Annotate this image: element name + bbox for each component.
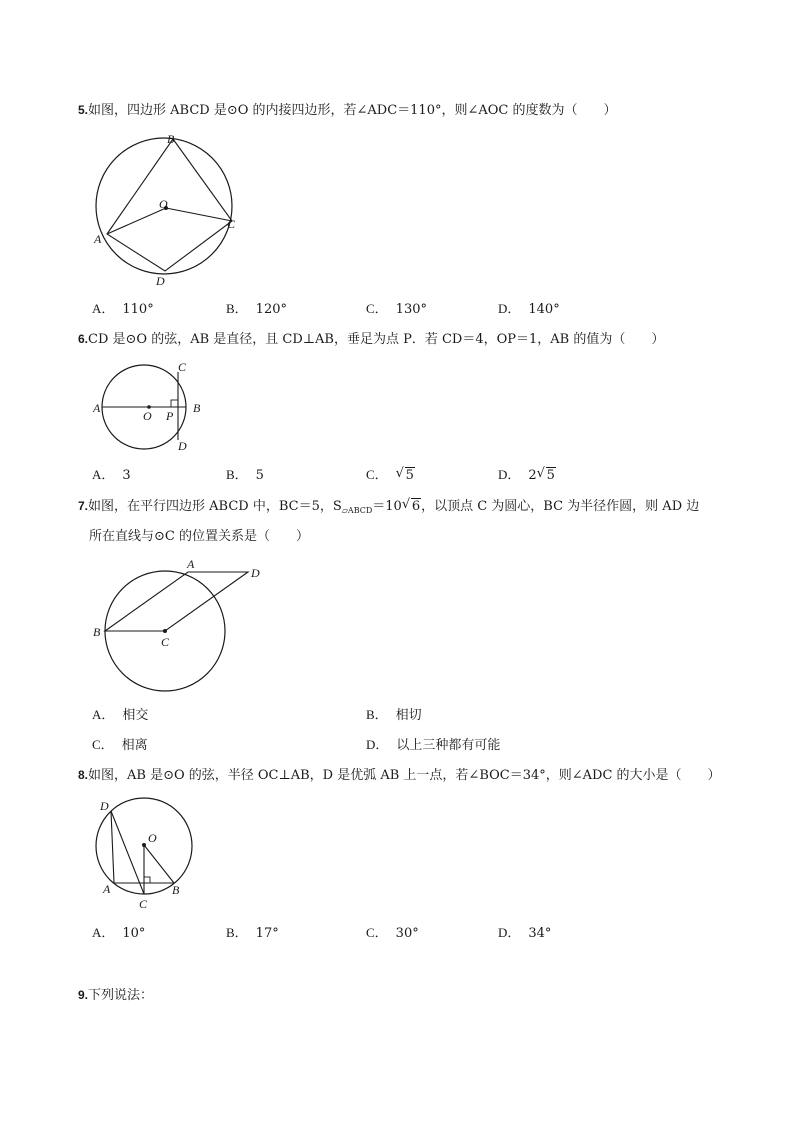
label-c: C <box>178 360 187 374</box>
question-6-figure <box>92 358 212 458</box>
sqrt-symbol: √ 6 <box>401 497 421 514</box>
center-point-o <box>142 843 146 847</box>
q5-option-c[interactable]: C． 130° <box>366 301 427 317</box>
q5-option-d[interactable]: D． 140° <box>498 301 560 317</box>
label-c: C <box>227 217 236 231</box>
q7-option-a[interactable]: A． 相交 <box>92 707 149 723</box>
q5-option-b[interactable]: B． 120° <box>226 301 287 317</box>
q7-option-c[interactable]: C． 相离 <box>92 737 148 753</box>
label-p: P <box>166 409 174 423</box>
question-9-stem: 9.下列说法： <box>78 988 154 1003</box>
label-b: B <box>93 625 101 639</box>
label-d: D <box>178 439 187 453</box>
parallelogram-abcd <box>105 572 248 631</box>
label-b: B <box>193 401 201 415</box>
q7-option-d[interactable]: D． 以上三种都有可能 <box>366 737 501 753</box>
question-7-figure <box>92 556 282 696</box>
q8-option-a[interactable]: A． 10° <box>92 925 146 941</box>
segment-oc <box>166 208 232 221</box>
label-a: A <box>93 401 101 415</box>
q6-option-c[interactable]: C． √ 5 <box>366 466 414 483</box>
label-b: B <box>167 132 175 146</box>
label-c: C <box>139 897 148 911</box>
segment-da <box>111 811 114 883</box>
question-6-stem: 6.CD 是⊙O 的弦，AB 是直径，且 CD⊥AB，垂足为点 P．若 CD＝4，OP＝1，AB 的值为（ ） <box>78 332 665 347</box>
q6-option-d[interactable]: D． 2 √ 5 <box>498 466 555 483</box>
label-a: A <box>187 557 195 571</box>
label-o: O <box>143 409 152 423</box>
q7-option-b[interactable]: B． 相切 <box>366 707 422 723</box>
question-7-stem-line2: 所在直线与⊙C 的位置关系是（ ） <box>89 529 309 544</box>
question-5-stem: 5.如图，四边形 ABCD 是⊙O 的内接四边形，若∠ADC＝110°，则∠AOC 的度数为（ ） <box>78 103 617 118</box>
label-d: D <box>156 274 165 288</box>
label-o: O <box>148 831 157 845</box>
segment-dc <box>111 811 144 894</box>
q6-option-a[interactable]: A． 3 <box>92 467 131 483</box>
q8-option-c[interactable]: C． 30° <box>366 925 419 941</box>
question-7-stem: 7.如图，在平行四边形 ABCD 中，BC＝5，$S_{▱ABCD}=10$ √ 6，以顶点 C 为圆心，BC 为半径作圆，则 AD 边 <box>78 497 700 515</box>
label-a: A <box>103 882 111 896</box>
question-8-figure <box>92 794 202 914</box>
q8-option-d[interactable]: D． 34° <box>498 925 552 941</box>
label-c: C <box>161 635 170 649</box>
sqrt-symbol: √ 5 <box>536 466 555 483</box>
sqrt-symbol: √ 5 <box>395 466 414 483</box>
q6-option-b[interactable]: B． 5 <box>226 467 264 483</box>
right-angle-mark <box>171 400 178 407</box>
right-angle-mark <box>144 877 150 883</box>
label-a: A <box>94 232 102 246</box>
q5-option-a[interactable]: A． 110° <box>92 301 154 317</box>
label-d: D <box>251 566 260 580</box>
label-d: D <box>100 799 109 813</box>
question-5-figure <box>90 130 250 290</box>
label-o: O <box>159 197 168 211</box>
question-8-stem: 8.如图，AB 是⊙O 的弦，半径 OC⊥AB，D 是优弧 AB 上一点，若∠BOC＝34°，则∠ADC 的大小是（ ） <box>78 768 721 783</box>
label-b: B <box>172 883 180 897</box>
center-point-c <box>163 629 167 633</box>
q8-option-b[interactable]: B． 17° <box>226 925 279 941</box>
